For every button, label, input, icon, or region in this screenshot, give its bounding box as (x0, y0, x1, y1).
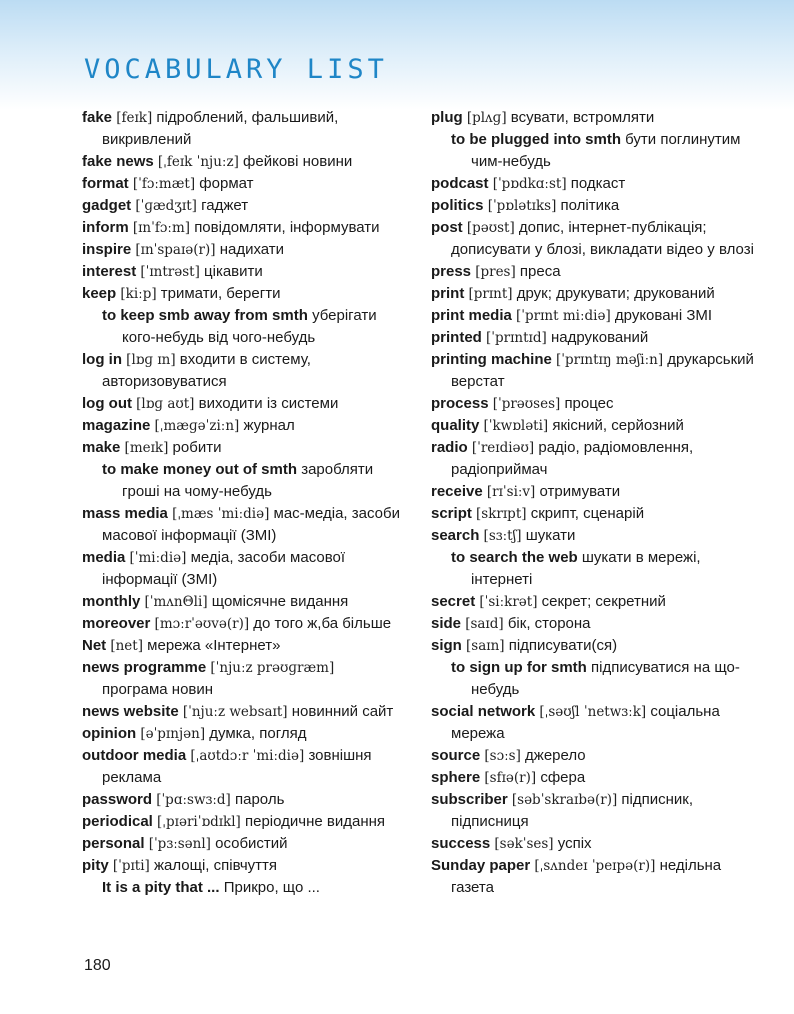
vocabulary-entry (82, 151, 402, 173)
headword: source (431, 747, 481, 764)
translation: мережа «Інтернет» (147, 637, 281, 654)
transcription: [ˈnjuːz prəʊɡræm] (210, 660, 335, 676)
translation: підроблений, фальшивий, викривлений (102, 109, 339, 148)
translation: гаджет (201, 197, 249, 214)
translation: заробляти гроші на чому-небудь (122, 461, 374, 500)
translation: фейкові новини (243, 153, 353, 170)
translation: уберігати кого-небудь від чого-небудь (122, 307, 377, 346)
transcription: [pəʊst] (466, 220, 515, 236)
headword: magazine (82, 417, 151, 434)
vocabulary-entry (431, 503, 761, 525)
translation: входити в систему, авторизовуватися (102, 351, 311, 390)
vocabulary-entry (82, 811, 402, 833)
headword: social network (431, 703, 536, 720)
headword: print (431, 285, 465, 302)
transcription: [prɪnt] (468, 286, 513, 302)
headword: monthly (82, 593, 141, 610)
headword: periodical (82, 813, 153, 830)
translation: жалощі, співчуття (153, 857, 278, 874)
translation: недільна газета (451, 857, 722, 896)
vocabulary-entry (82, 547, 402, 591)
translation: бути поглинутим чим-небудь (471, 131, 741, 170)
vocabulary-entry (82, 283, 402, 305)
translation: отримувати (539, 483, 621, 500)
transcription: [ˈkwɒləti] (483, 418, 549, 434)
headword: interest (82, 263, 137, 280)
vocabulary-entry (82, 789, 402, 811)
headword: fake news (82, 153, 154, 170)
vocabulary-entry (431, 305, 761, 327)
transcription: [səkˈses] (494, 836, 554, 852)
transcription: [saɪn] (466, 638, 505, 654)
transcription: [ˈɪntrəst] (140, 264, 200, 280)
headword: podcast (431, 175, 489, 192)
translation: повідомляти, інформувати (194, 219, 380, 236)
headword: quality (431, 417, 480, 434)
headword: post (431, 219, 463, 236)
headword: printed (431, 329, 482, 346)
translation: мас-медіа, засоби масової інформації (ЗМІ) (102, 505, 400, 544)
translation: надихати (219, 241, 285, 258)
headword: process (431, 395, 489, 412)
vocabulary-entry (82, 415, 402, 437)
vocabulary-entry (431, 745, 761, 767)
transcription: [sɜːtʃ] (483, 528, 522, 544)
translation: успіх (557, 835, 592, 852)
vocabulary-entry (431, 789, 761, 833)
translation: секрет; секретний (541, 593, 666, 610)
transcription: [sɔːs] (484, 748, 521, 764)
headword: printing machine (431, 351, 552, 368)
transcription: [ˌaʊtdɔːr ˈmiːdiə] (190, 748, 305, 764)
vocabulary-entry (431, 217, 761, 261)
translation: щомісячне видання (211, 593, 349, 610)
vocabulary-entry (431, 701, 761, 745)
transcription: [sfɪə(r)] (484, 770, 537, 786)
headword: Net (82, 637, 107, 654)
page-title: VOCABULARY LIST (84, 54, 388, 85)
transcription: [ˈmiːdiə] (129, 550, 187, 566)
headword: opinion (82, 725, 137, 742)
translation: періодичне видання (244, 813, 386, 830)
vocabulary-entry (431, 261, 761, 283)
phrase: It is a pity that ... (102, 879, 220, 896)
translation: процес (564, 395, 614, 412)
headword: outdoor media (82, 747, 187, 764)
translation: бік, сторона (507, 615, 591, 632)
translation: шукати (525, 527, 576, 544)
translation: друковані ЗМІ (614, 307, 713, 324)
headword: media (82, 549, 126, 566)
page-number: 180 (84, 957, 111, 974)
transcription: [ˌpɪəriˈɒdɪkl] (157, 814, 241, 830)
headword: secret (431, 593, 476, 610)
transcription: [ˈfɔːmæt] (132, 176, 196, 192)
transcription: [ˈɡædʒɪt] (135, 198, 197, 214)
headword: password (82, 791, 153, 808)
transcription: [səbˈskraɪbə(r)] (511, 792, 618, 808)
headword: news website (82, 703, 179, 720)
transcription: [meɪk] (124, 440, 169, 456)
vocabulary-entry (431, 767, 761, 789)
phrase-entry (82, 877, 402, 899)
vocabulary-entry (82, 503, 402, 547)
transcription: [feɪk] (116, 110, 153, 126)
vocabulary-entry (82, 173, 402, 195)
vocabulary-entry (82, 613, 402, 635)
translation: друк; друкувати; друкований (516, 285, 715, 302)
translation: Прикро, що ... (223, 879, 320, 896)
headword: subscriber (431, 791, 508, 808)
vocabulary-entry (431, 327, 761, 349)
headword: success (431, 835, 491, 852)
translation: подкаст (570, 175, 626, 192)
translation: скрипт, сценарій (530, 505, 645, 522)
vocabulary-entry (431, 349, 761, 393)
transcription: [mɔːrˈəʊvə(r)] (154, 616, 250, 632)
vocabulary-entry (431, 525, 761, 547)
vocabulary-entry (431, 107, 761, 129)
transcription: [ˈmʌnΘli] (144, 594, 208, 610)
headword: log out (82, 395, 132, 412)
transcription: [ˌsʌndeɪ ˈpeɪpə(r)] (534, 858, 656, 874)
translation: програма новин (102, 681, 214, 698)
vocabulary-entry (82, 393, 402, 415)
transcription: [ˈsiːkrət] (479, 594, 538, 610)
translation: політика (560, 197, 620, 214)
translation: робити (172, 439, 222, 456)
vocabulary-entry (431, 173, 761, 195)
headword: side (431, 615, 462, 632)
headword: receive (431, 483, 483, 500)
translation: пароль (235, 791, 285, 808)
translation: новинний сайт (291, 703, 394, 720)
transcription: [lɒɡ aʊt] (136, 396, 195, 412)
vocabulary-entry (82, 833, 402, 855)
translation: надрукований (550, 329, 649, 346)
vocabulary-column-right (431, 107, 761, 899)
vocabulary-entry (82, 349, 402, 393)
vocabulary-entry (431, 283, 761, 305)
translation: якісний, серйозний (552, 417, 684, 434)
vocabulary-entry (82, 217, 402, 239)
transcription: [rɪˈsiːv] (486, 484, 536, 500)
translation: зовнішня реклама (102, 747, 372, 786)
transcription: [kiːp] (120, 286, 157, 302)
translation: шукати в мережі, інтернеті (471, 549, 701, 588)
transcription: [ˈprəʊses] (492, 396, 561, 412)
transcription: [pres] (475, 264, 516, 280)
transcription: [ˌsəʊʃl ˈnetwɜːk] (539, 704, 647, 720)
headword: news programme (82, 659, 207, 676)
translation: формат (199, 175, 254, 192)
vocabulary-entry (82, 437, 402, 459)
translation: до того ж,ба більше (253, 615, 392, 632)
headword: press (431, 263, 472, 280)
headword: script (431, 505, 472, 522)
headword: search (431, 527, 480, 544)
phrase-entry (82, 459, 402, 503)
headword: format (82, 175, 129, 192)
vocabulary-entry (82, 195, 402, 217)
transcription: [ˈreɪdiəʊ] (471, 440, 535, 456)
transcription: [ˈpɒdkɑːst] (492, 176, 567, 192)
phrase-entry (431, 129, 761, 173)
phrase: to be plugged into smth (451, 131, 621, 148)
vocabulary-entry (431, 415, 761, 437)
transcription: [ˌmæɡəˈziːn] (154, 418, 240, 434)
headword: gadget (82, 197, 132, 214)
headword: make (82, 439, 121, 456)
translation: тримати, берегти (160, 285, 281, 302)
headword: mass media (82, 505, 168, 522)
phrase: to make money out of smth (102, 461, 298, 478)
transcription: [əˈpɪnjən] (140, 726, 206, 742)
transcription: [plʌɡ] (466, 110, 507, 126)
vocabulary-entry (431, 393, 761, 415)
translation: преса (519, 263, 561, 280)
transcription: [net] (110, 638, 143, 654)
headword: Sunday paper (431, 857, 531, 874)
transcription: [ˈprɪnt miːdiə] (516, 308, 611, 324)
headword: fake (82, 109, 113, 126)
translation: радіо, радіомовлення, радіоприймач (451, 439, 694, 478)
translation: соціальна мережа (451, 703, 720, 742)
translation: підписник, підписниця (451, 791, 694, 830)
translation: підписувати(ся) (508, 637, 618, 654)
translation: джерело (525, 747, 586, 764)
vocabulary-entry (82, 635, 402, 657)
headword: radio (431, 439, 468, 456)
translation: виходити із системи (198, 395, 339, 412)
headword: sign (431, 637, 462, 654)
transcription: [ˈprɪntɪŋ məʃiːn] (556, 352, 664, 368)
vocabulary-entry (431, 613, 761, 635)
vocabulary-entry (82, 261, 402, 283)
translation: журнал (243, 417, 295, 434)
translation: друкарський верстат (451, 351, 754, 390)
transcription: [ˌfeɪk ˈnjuːz] (157, 154, 239, 170)
headword: plug (431, 109, 463, 126)
vocabulary-entry (82, 107, 402, 151)
headword: inspire (82, 241, 132, 258)
transcription: [ˈpɜːsənl] (148, 836, 211, 852)
vocabulary-entry (82, 855, 402, 877)
transcription: [skrɪpt] (476, 506, 527, 522)
transcription: [lɒɡ ɪn] (126, 352, 176, 368)
translation: особистий (215, 835, 288, 852)
headword: sphere (431, 769, 481, 786)
headword: politics (431, 197, 484, 214)
vocabulary-column-left (82, 107, 402, 899)
vocabulary-entry (82, 723, 402, 745)
headword: log in (82, 351, 122, 368)
vocabulary-entry (431, 591, 761, 613)
translation: підписуватися на що-небудь (471, 659, 740, 698)
vocabulary-entry (431, 195, 761, 217)
vocabulary-entry (82, 701, 402, 723)
headword: personal (82, 835, 145, 852)
translation: медіа, засоби масової інформації (ЗМІ) (102, 549, 346, 588)
transcription: [ˌmæs ˈmiːdiə] (172, 506, 270, 522)
phrase-entry (431, 657, 761, 701)
vocabulary-entry (431, 481, 761, 503)
translation: думка, погляд (209, 725, 307, 742)
headword: inform (82, 219, 129, 236)
translation: всувати, встромляти (510, 109, 655, 126)
transcription: [ɪnˈfɔːm] (132, 220, 191, 236)
transcription: [ˈpɑːswɜːd] (156, 792, 231, 808)
vocabulary-entry (431, 855, 761, 899)
vocabulary-entry (431, 833, 761, 855)
transcription: [ɪnˈspaɪə(r)] (135, 242, 216, 258)
transcription: [ˈprɪntɪd] (486, 330, 547, 346)
translation: сфера (540, 769, 586, 786)
vocabulary-entry (431, 437, 761, 481)
vocabulary-entry (431, 635, 761, 657)
phrase-entry (431, 547, 761, 591)
headword: moreover (82, 615, 151, 632)
vocabulary-entry (82, 591, 402, 613)
phrase: to sign up for smth (451, 659, 587, 676)
transcription: [ˈnjuːz websaɪt] (182, 704, 288, 720)
transcription: [saɪd] (465, 616, 504, 632)
transcription: [ˈpɪti] (112, 858, 150, 874)
translation: цікавити (204, 263, 263, 280)
translation: допис, інтернет-публікація; дописувати у блозі, викладати відео у влозі (451, 219, 754, 258)
headword: print media (431, 307, 512, 324)
phrase: to keep smb away from smth (102, 307, 308, 324)
vocabulary-entry (82, 745, 402, 789)
vocabulary-entry (82, 657, 402, 701)
phrase: to search the web (451, 549, 578, 566)
phrase-entry (82, 305, 402, 349)
headword: pity (82, 857, 109, 874)
headword: keep (82, 285, 117, 302)
vocabulary-entry (82, 239, 402, 261)
transcription: [ˈpɒlətɪks] (487, 198, 557, 214)
